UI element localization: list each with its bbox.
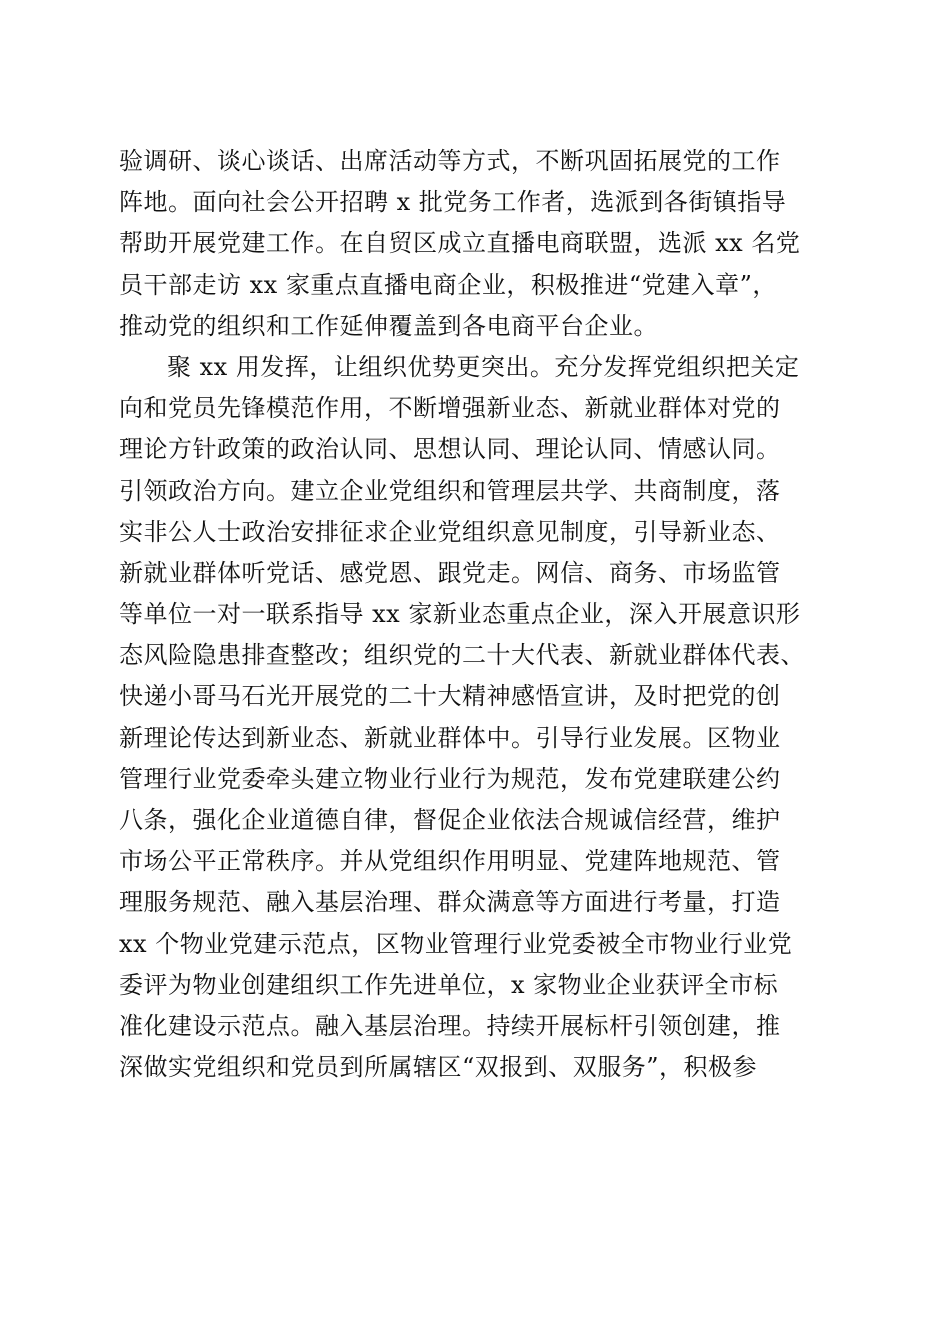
- text-line: 新就业群体听党话、感党恩、跟党走。网信、商务、市场监管: [119, 558, 781, 587]
- document-body: [119, 141, 839, 1088]
- text-line: 态风险隐患排查整改；组织党的二十大代表、新就业群体代表、: [119, 641, 805, 670]
- text-line: 深做实党组织和党员到所属辖区“双报到、双服务”，积极参: [119, 1053, 758, 1082]
- paragraph-1: [119, 141, 839, 347]
- text-line: 准化建设示范点。融入基层治理。持续开展标杆引领创建，推: [119, 1011, 781, 1040]
- text-line: 实非公人士政治安排征求企业党组织意见制度，引导新业态、: [119, 517, 781, 546]
- text-line: 理服务规范、融入基层治理、群众满意等方面进行考量，打造: [119, 888, 781, 917]
- text-line: 八条，强化企业道德自律，督促企业依法合规诚信经营，维护: [119, 806, 781, 834]
- text-line: 快递小哥马石光开展党的二十大精神感悟宣讲，及时把党的创: [119, 682, 781, 711]
- text-line: 管理行业党委牵头建立物业行业行为规范，发布党建联建公约: [119, 764, 781, 793]
- text-line: 新理论传达到新业态、新就业群体中。引导行业发展。区物业: [119, 723, 781, 752]
- text-line: 委评为物业创建组织工作先进单位，x 家物业企业获评全市标: [119, 970, 779, 999]
- text-line: 阵地。面向社会公开招聘 x 批党务工作者，选派到各街镇指导: [119, 188, 787, 217]
- text-line: xx 个物业党建示范点，区物业管理行业党委被全市物业行业党: [119, 929, 793, 958]
- text-line: 推动党的组织和工作延伸覆盖到各电商平台企业。: [119, 311, 658, 340]
- text-line: 市场公平正常秩序。并从党组织作用明显、党建阵地规范、管: [119, 847, 781, 876]
- text-line: 向和党员先锋模范作用，不断增强新业态、新就业群体对党的: [119, 394, 781, 423]
- text-line: 员干部走访 xx 家重点直播电商企业，积极推进“党建入章”，: [119, 270, 777, 299]
- paragraph-2: [119, 347, 839, 1088]
- text-line: 帮助开展党建工作。在自贸区成立直播电商联盟，选派 xx 名党: [119, 229, 801, 258]
- text-line: 引领政治方向。建立企业党组织和管理层共学、共商制度，落: [119, 476, 781, 505]
- text-line: 等单位一对一联系指导 xx 家新业态重点企业，深入开展意识形: [119, 600, 801, 629]
- text-line: 验调研、谈心谈话、出席活动等方式，不断巩固拓展党的工作: [119, 147, 781, 175]
- text-line: 理论方针政策的政治认同、思想认同、理论认同、情感认同。: [119, 435, 781, 464]
- text-line: 聚 xx 用发挥，让组织优势更突出。充分发挥党组织把关定: [167, 352, 800, 381]
